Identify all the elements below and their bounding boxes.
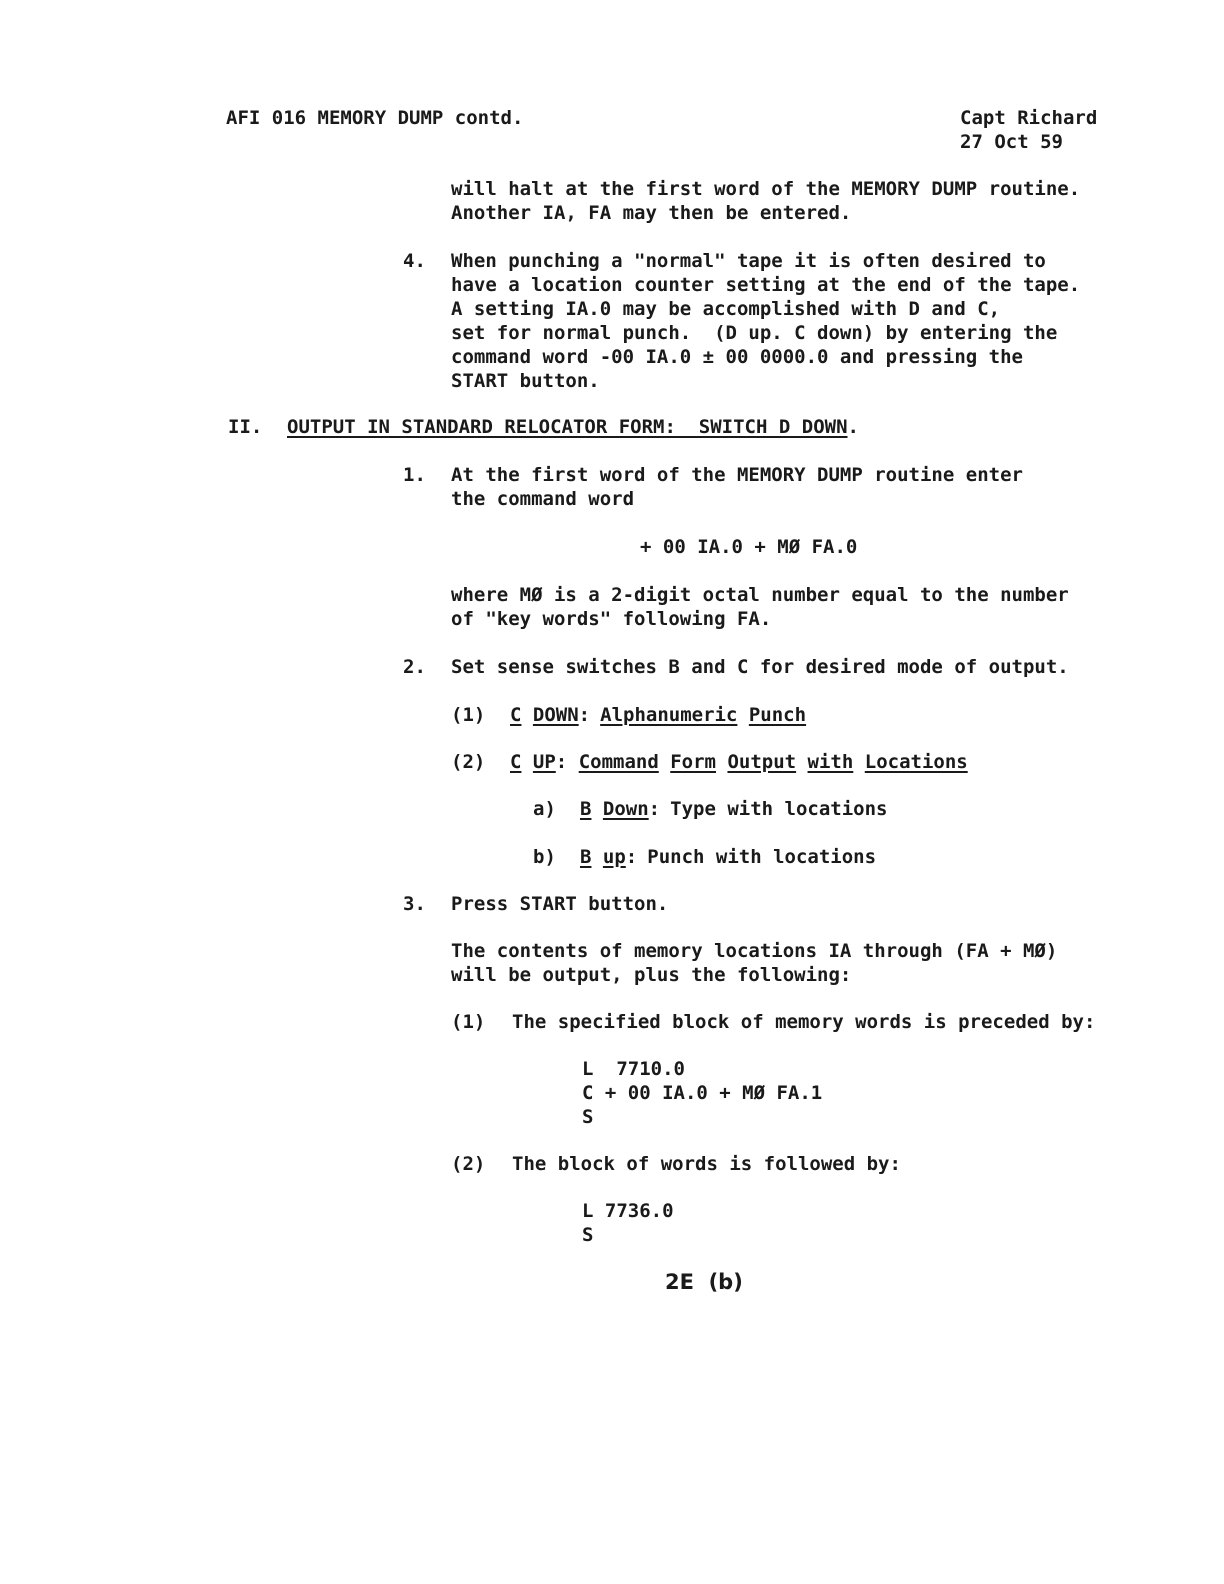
switch-letter: C	[510, 704, 522, 726]
header-date: 27 Oct 59	[960, 131, 1063, 153]
option-line	[510, 750, 968, 774]
switch-position: DOWN	[532, 704, 579, 726]
continuation-line: will halt at the first word of the MEMORY DUMP routine.	[451, 178, 1081, 200]
section-number: II.	[228, 416, 263, 438]
code-line: L 7736.0	[582, 1200, 674, 1222]
section-heading-text: OUTPUT IN STANDARD RELOCATOR FORM: SWITCH D DOWN	[287, 416, 848, 438]
item-line: START button.	[451, 370, 600, 392]
paragraph-number: (2)	[451, 1153, 486, 1175]
suboption-desc: Punch with locations	[647, 846, 877, 868]
step-number: 3.	[403, 893, 426, 915]
option-word: Command	[578, 751, 659, 773]
suboption-line	[580, 845, 876, 869]
section-heading	[287, 415, 859, 439]
step-number: 2.	[403, 656, 426, 678]
step-line: The contents of memory locations IA through (FA + MØ)	[451, 940, 1058, 962]
item-number: 4.	[403, 250, 426, 272]
continuation-line: Another IA, FA may then be entered.	[451, 202, 852, 224]
option-number: (2)	[451, 751, 486, 773]
suboption-number: b)	[533, 846, 556, 868]
option-line	[510, 703, 806, 727]
option-word: Output	[727, 751, 797, 773]
step-line: At the first word of the MEMORY DUMP routine enter	[451, 464, 1023, 486]
page-number: 2E (b)	[665, 1270, 743, 1294]
switch-letter: C	[510, 751, 522, 773]
code-line: L 7710.0	[582, 1058, 685, 1080]
step-line: where MØ is a 2-digit octal number equal to the number	[451, 584, 1069, 606]
code-line: S	[582, 1224, 594, 1246]
item-line: A setting IA.0 may be accomplished with D and C,	[451, 298, 1001, 320]
step-line: Press START button.	[451, 893, 669, 915]
switch-position: UP	[532, 751, 556, 773]
step-line: of "key words" following FA.	[451, 608, 772, 630]
option-word: with	[807, 751, 854, 773]
code-line: C + 00 IA.0 + MØ FA.1	[582, 1082, 823, 1104]
colon: :	[578, 704, 591, 726]
item-line: have a location counter setting at the end of the tape.	[451, 274, 1081, 296]
colon: :	[555, 751, 568, 773]
option-word: Locations	[864, 751, 968, 773]
item-line: command word -00 IA.0 ± 00 0000.0 and pressing the	[451, 346, 1023, 368]
paragraph-text: The specified block of memory words is preceded by:	[512, 1011, 1096, 1033]
code-line: S	[582, 1106, 594, 1128]
command-word: + 00 IA.0 + MØ FA.0	[640, 536, 858, 558]
switch-position: Down	[602, 798, 649, 820]
option-word: Punch	[748, 704, 807, 726]
option-word: Form	[670, 751, 716, 773]
step-line: Set sense switches B and C for desired mode of output.	[451, 656, 1069, 678]
step-number: 1.	[403, 464, 426, 486]
header-title: AFI 016 MEMORY DUMP contd.	[226, 107, 524, 129]
step-line: will be output, plus the following:	[451, 964, 852, 986]
header-author: Capt Richard	[960, 107, 1098, 129]
section-heading-period: .	[847, 416, 859, 438]
option-word: Alphanumeric	[600, 704, 738, 726]
paragraph-text: The block of words is followed by:	[512, 1153, 901, 1175]
suboption-number: a)	[533, 798, 556, 820]
suboption-desc: Type with locations	[670, 798, 888, 820]
colon: :	[625, 846, 638, 868]
option-number: (1)	[451, 704, 486, 726]
colon: :	[648, 798, 661, 820]
step-line: the command word	[451, 488, 635, 510]
item-line: set for normal punch. (D up. C down) by entering the	[451, 322, 1058, 344]
switch-letter: B	[580, 846, 592, 868]
switch-letter: B	[580, 798, 592, 820]
paragraph-number: (1)	[451, 1011, 486, 1033]
suboption-line	[580, 797, 887, 821]
item-line: When punching a "normal" tape it is often desired to	[451, 250, 1046, 272]
switch-position: up	[602, 846, 626, 868]
